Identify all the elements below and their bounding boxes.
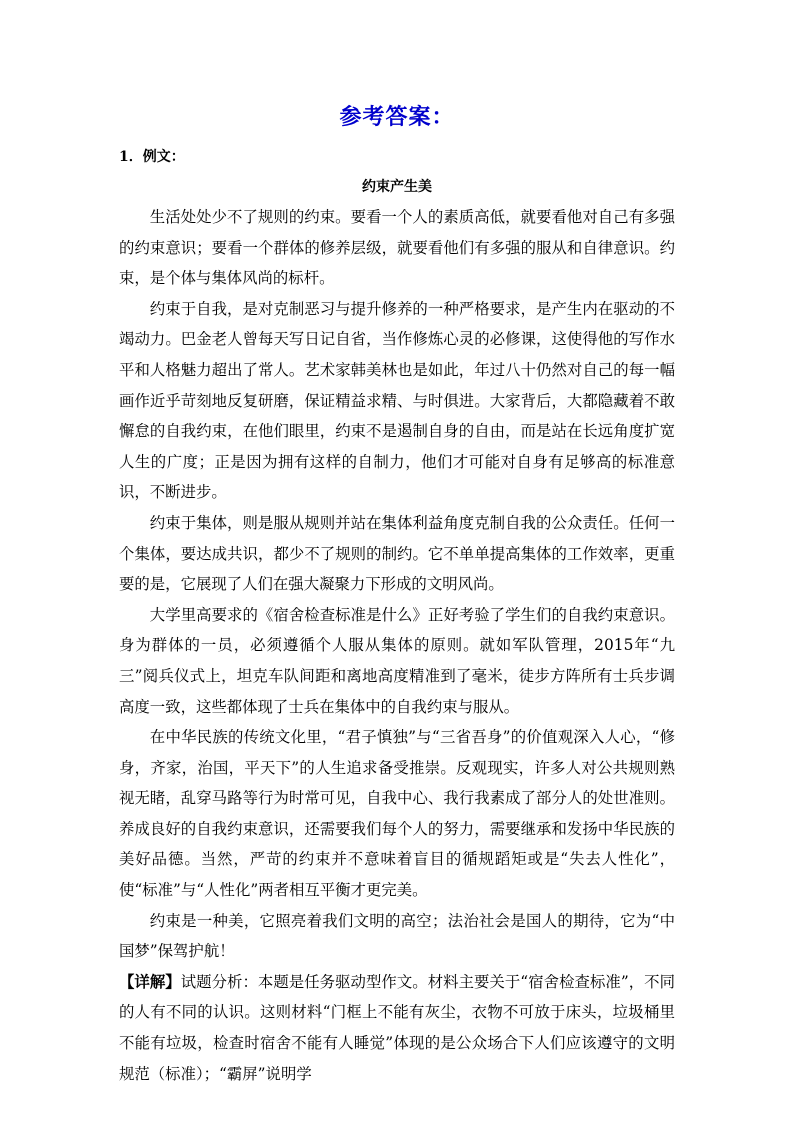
essay-paragraph: 约束于集体，则是服从规则并站在集体利益角度克制自我的公众责任。任何一个集体，要达成共识，都少不了规则的制约。它不单单提高集体的工作效率，更重要的是，它展现了人们在强大凝聚力下形成的文明风尚。 [119, 513, 675, 594]
detail-label: 【详解】 [119, 972, 181, 991]
essay-paragraph: 在中华民族的传统文化里，“君子慎独”与“三省吾身”的价值观深入人心，“修身，齐家，治国，平天下”的人生追求备受推崇。反观现实，许多人对公共规则熟视无睹，乱穿马路等行为时常可见，自我中心、我行我素成了部分人的处世准则。养成良好的自我约束意识，还需要我们每个人的努力，需要继承和发扬中华民族的美好品德。当然，严苛的约束并不意味着盲目的循规蹈矩或是“失去人性化”，使“标准”与“人性化”两者相互平衡才更完美。 [119, 728, 675, 900]
essay-title: 约束产生美 [362, 179, 432, 195]
essay-paragraph: 约束于自我，是对克制恶习与提升修养的一种严格要求，是产生内在驱动的不竭动力。巴金老人曾每天写日记自省，当作修炼心灵的必修课，这使得他的写作水平和人格魅力超出了常人。艺术家韩美林也是如此，年过八十仍然对自己的每一幅画作近乎苛刻地反复研磨，保证精益求精、与时俱进。大家背后，大都隐藏着不敢懈怠的自我约束，在他们眼里，约束不是遏制自身的自由，而是站在长远角度扩宽人生的广度；正是因为拥有这样的自制力，他们才可能对自身有足够高的标准意识，不断进步。 [119, 299, 675, 502]
detail-analysis [119, 967, 675, 1089]
essay-body [119, 202, 675, 1089]
essay-paragraph: 生活处处少不了规则的约束。要看一个人的素质高低，就要看他对自己有多强的约束意识；要看一个群体的修养层级，就要看他们有多强的服从和自律意识。约束，是个体与集体风尚的标杆。 [119, 208, 675, 288]
essay-paragraph: 约束是一种美，它照亮着我们文明的高空；法治社会是国人的期待，它为“中国梦”保驾护航！ [119, 911, 675, 961]
page-title: 参考答案： [339, 105, 455, 130]
essay-paragraph: 大学里高要求的《宿舍检查标准是什么》正好考验了学生们的自我约束意识。身为群体的一员，必须遵循个人服从集体的原则。就如军队管理，2015年“九三”阅兵仪式上，坦克车队间距和离地高度精准到了毫米，徒步方阵所有士兵步调高度一致，这些都体现了士兵在集体中的自我约束与服从。 [119, 605, 675, 716]
detail-text: 试题分析：本题是任务驱动型作文。材料主要关于“宿舍检查标准”，不同的人有不同的认识。这则材料“门框上不能有灰尘，衣物不可放于床头，垃圾桶里不能有垃圾，检查时宿舍不能有人睡觉”体现的是公众场合下人们应该遵守的文明规范（标准）；“霸屏”说明学 [119, 972, 675, 1083]
question-number: 1．例文： [119, 149, 185, 165]
